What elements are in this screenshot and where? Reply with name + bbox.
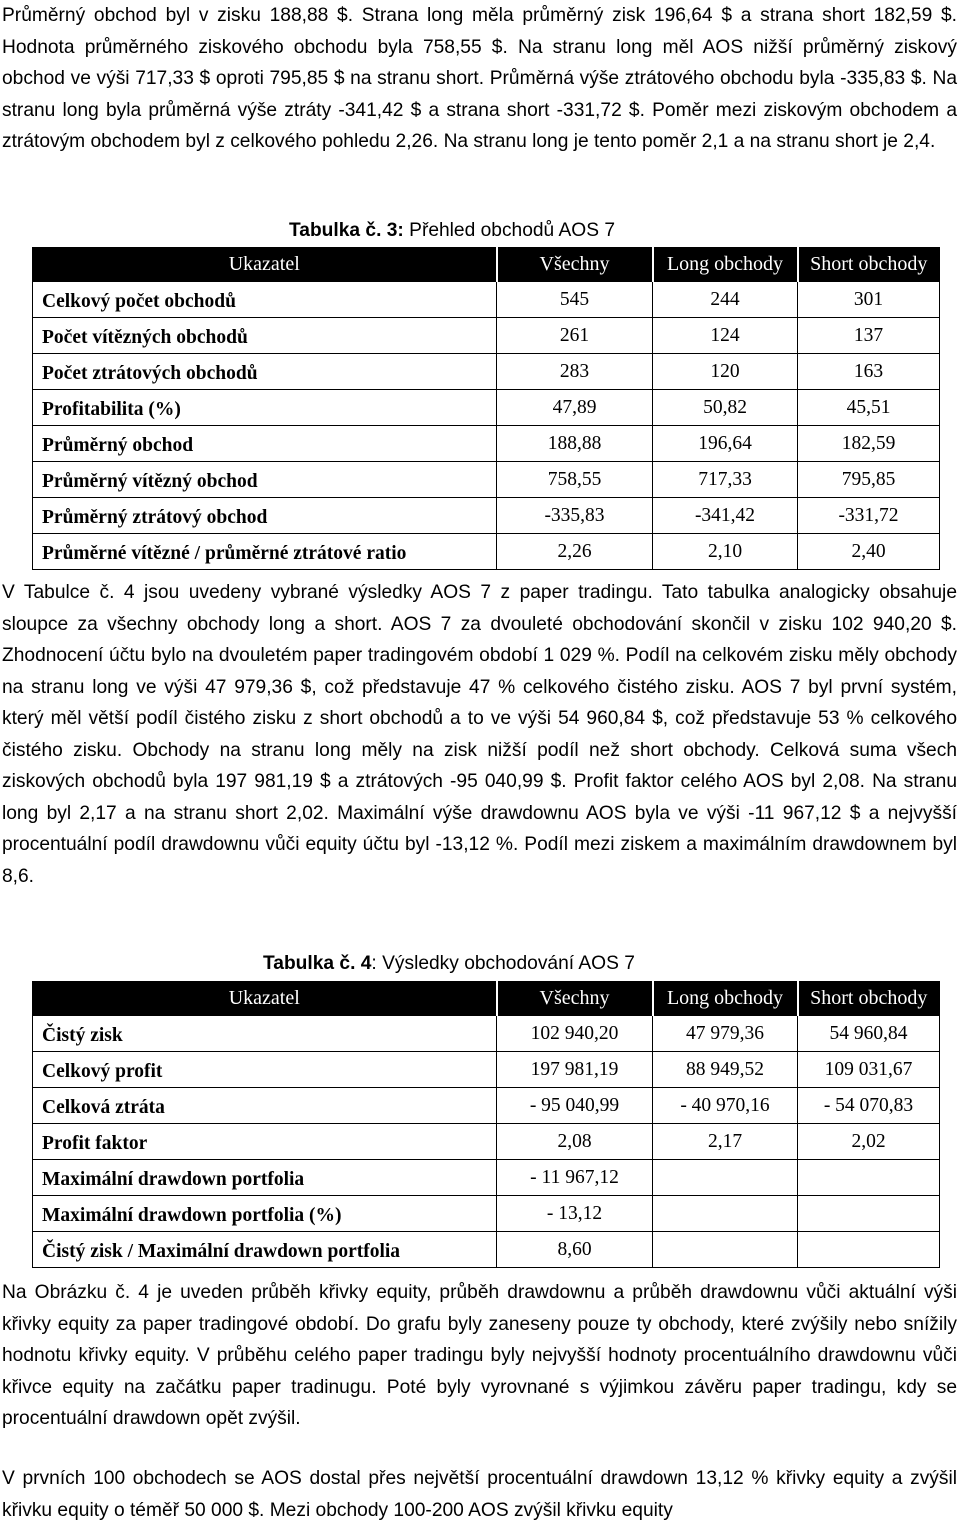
header-vsechny: Všechny xyxy=(497,248,653,282)
cell-short: 301 xyxy=(798,282,940,318)
cell-short: 795,85 xyxy=(798,462,940,498)
header-long: Long obchody xyxy=(653,982,798,1016)
cell-long xyxy=(653,1232,798,1268)
row-label: Počet ztrátových obchodů xyxy=(33,354,497,390)
table-row xyxy=(33,354,940,390)
row-label: Maximální drawdown portfolia xyxy=(33,1160,497,1196)
header-ukazatel: Ukazatel xyxy=(33,982,497,1016)
table-header-row xyxy=(33,982,940,1016)
cell-short: 2,40 xyxy=(798,534,940,570)
table3-caption-title: Přehled obchodů AOS 7 xyxy=(403,220,616,241)
cell-short: 137 xyxy=(798,318,940,354)
cell-all: 545 xyxy=(497,282,653,318)
cell-short: -331,72 xyxy=(798,498,940,534)
cell-short: 2,02 xyxy=(798,1124,940,1160)
cell-long: 47 979,36 xyxy=(653,1016,798,1052)
cell-all: 758,55 xyxy=(497,462,653,498)
cell-short: - 54 070,83 xyxy=(798,1088,940,1124)
cell-all: - 95 040,99 xyxy=(497,1088,653,1124)
cell-short: 182,59 xyxy=(798,426,940,462)
cell-all: 197 981,19 xyxy=(497,1052,653,1088)
header-short: Short obchody xyxy=(798,248,940,282)
table-header-row xyxy=(33,248,940,282)
table-aos7-overview xyxy=(32,247,940,570)
cell-long: 50,82 xyxy=(653,390,798,426)
table-row xyxy=(33,426,940,462)
table3-caption-label: Tabulka č. 3: xyxy=(289,220,404,241)
cell-all: - 11 967,12 xyxy=(497,1160,653,1196)
table-row xyxy=(33,534,940,570)
row-label: Maximální drawdown portfolia (%) xyxy=(33,1196,497,1232)
table-row xyxy=(33,1160,940,1196)
header-vsechny: Všechny xyxy=(497,982,653,1016)
table4-caption xyxy=(263,952,635,976)
header-ukazatel: Ukazatel xyxy=(33,248,497,282)
cell-long: 244 xyxy=(653,282,798,318)
cell-long: 2,17 xyxy=(653,1124,798,1160)
table-row xyxy=(33,498,940,534)
header-long: Long obchody xyxy=(653,248,798,282)
table-row xyxy=(33,462,940,498)
row-label: Průměrné vítězné / průměrné ztrátové ratio xyxy=(33,534,497,570)
cell-long xyxy=(653,1196,798,1232)
table-row xyxy=(33,1124,940,1160)
table-row xyxy=(33,1088,940,1124)
table-row xyxy=(33,1052,940,1088)
table-row xyxy=(33,1196,940,1232)
table-row xyxy=(33,1016,940,1052)
paragraph-paper-trading: V Tabulce č. 4 jsou uvedeny vybrané výsledky AOS 7 z paper tradingu. Tato tabulka analogicky obsahuje sloupce za všechny obchody long a short. AOS 7 za dvouleté obchodování skončil v zisku 102 940,20 $. Zhodnocení účtu bylo na dvouletém paper tradingovém období 1 029 %. Podíl na celkovém zisku měly obchody na stranu long ve výši 47 979,36 $, což představuje 47 % celkového čistého zisku. AOS 7 byl první systém, který měl větší podíl čistého zisku z short obchodů a to ve výši 54 960,84 $, což představuje 53 % celkového čistého zisku. Obchody na stranu long měly na zisk nižší podíl než short obchody. Celková suma všech ziskových obchodů byla 197 981,19 $ a ztrátových -95 040,99 $. Profit faktor celého AOS byl 2,08. Na stranu long byl 2,17 a na stranu short 2,02. Maximální výše drawdownu AOS byla ve výši -11 967,12 $ a nejvyšší procentuální podíl drawdownu vůči equity účtu byl -13,12 %. Podíl mezi ziskem a maximálním drawdownem byl 8,6. xyxy=(2,582,957,887)
table3-caption xyxy=(289,219,615,243)
paragraph-equity-curve: Na Obrázku č. 4 je uveden průběh křivky equity, průběh drawdownu a průběh drawdownu vůči aktuální výši křivky equity za paper tradingové období. Do grafu byly zaneseny pouze ty obchody, které zvýšily nebo snížily hodnotu křivky equity. V průběhu celého paper tradingu byly nejvyšší hodnoty procentuálního drawdownu vůči křivce equity na začátku paper tradinugu. Poté byly vyrovnané s výjimkou závěru paper tradingu, kdy se procentuální drawdown opět zvýšil. xyxy=(2,1282,957,1429)
cell-short xyxy=(798,1160,940,1196)
row-label: Celkový počet obchodů xyxy=(33,282,497,318)
cell-long: - 40 970,16 xyxy=(653,1088,798,1124)
cell-all: 188,88 xyxy=(497,426,653,462)
cell-all: - 13,12 xyxy=(497,1196,653,1232)
table-row xyxy=(33,1232,940,1268)
table-aos7-results xyxy=(32,981,940,1268)
cell-all: 47,89 xyxy=(497,390,653,426)
cell-all: 2,26 xyxy=(497,534,653,570)
cell-long xyxy=(653,1160,798,1196)
paragraph-summary: Průměrný obchod byl v zisku 188,88 $. Strana long měla průměrný zisk 196,64 $ a strana short 182,59 $. Hodnota průměrného ziskového obchodu byla 758,55 $. Na stranu long měl AOS nižší průměrný ziskový obchod ve výši 717,33 $ oproti 795,85 $ na stranu short. Průměrná výše ztrátového obchodu byla -335,83 $. Na stranu long byla průměrná výše ztráty -341,42 $ a strana short -331,72 $. Poměr mezi ziskovým obchodem a ztrátovým obchodem byl z celkového pohledu 2,26. Na stranu long je tento poměr 2,1 a na stranu short je 2,4. xyxy=(2,5,957,152)
row-label: Profitabilita (%) xyxy=(33,390,497,426)
cell-all: 261 xyxy=(497,318,653,354)
cell-all: 8,60 xyxy=(497,1232,653,1268)
cell-long: -341,42 xyxy=(653,498,798,534)
table-row xyxy=(33,390,940,426)
table4-caption-title: : Výsledky obchodování AOS 7 xyxy=(371,953,635,974)
row-label: Čistý zisk xyxy=(33,1016,497,1052)
table4-caption-label: Tabulka č. 4 xyxy=(263,953,372,974)
row-label: Průměrný ztrátový obchod xyxy=(33,498,497,534)
cell-long: 196,64 xyxy=(653,426,798,462)
row-label: Průměrný obchod xyxy=(33,426,497,462)
cell-short: 163 xyxy=(798,354,940,390)
cell-long: 120 xyxy=(653,354,798,390)
cell-long: 88 949,52 xyxy=(653,1052,798,1088)
paragraph-first-100-trades: V prvních 100 obchodech se AOS dostal přes největší procentuální drawdown 13,12 % křivky equity a zvýšil křivku equity o téměř 50 000 $. Mezi obchody 100-200 AOS zvýšil křivku equity xyxy=(2,1468,957,1521)
table-row xyxy=(33,318,940,354)
cell-all: 2,08 xyxy=(497,1124,653,1160)
header-short: Short obchody xyxy=(798,982,940,1016)
cell-all: 283 xyxy=(497,354,653,390)
cell-short: 109 031,67 xyxy=(798,1052,940,1088)
cell-long: 124 xyxy=(653,318,798,354)
table-row xyxy=(33,282,940,318)
row-label: Počet vítězných obchodů xyxy=(33,318,497,354)
row-label: Celkový profit xyxy=(33,1052,497,1088)
cell-short xyxy=(798,1196,940,1232)
row-label: Čistý zisk / Maximální drawdown portfolia xyxy=(33,1232,497,1268)
cell-all: -335,83 xyxy=(497,498,653,534)
cell-short xyxy=(798,1232,940,1268)
cell-long: 2,10 xyxy=(653,534,798,570)
cell-long: 717,33 xyxy=(653,462,798,498)
row-label: Profit faktor xyxy=(33,1124,497,1160)
cell-short: 54 960,84 xyxy=(798,1016,940,1052)
cell-all: 102 940,20 xyxy=(497,1016,653,1052)
row-label: Průměrný vítězný obchod xyxy=(33,462,497,498)
row-label: Celková ztráta xyxy=(33,1088,497,1124)
cell-short: 45,51 xyxy=(798,390,940,426)
